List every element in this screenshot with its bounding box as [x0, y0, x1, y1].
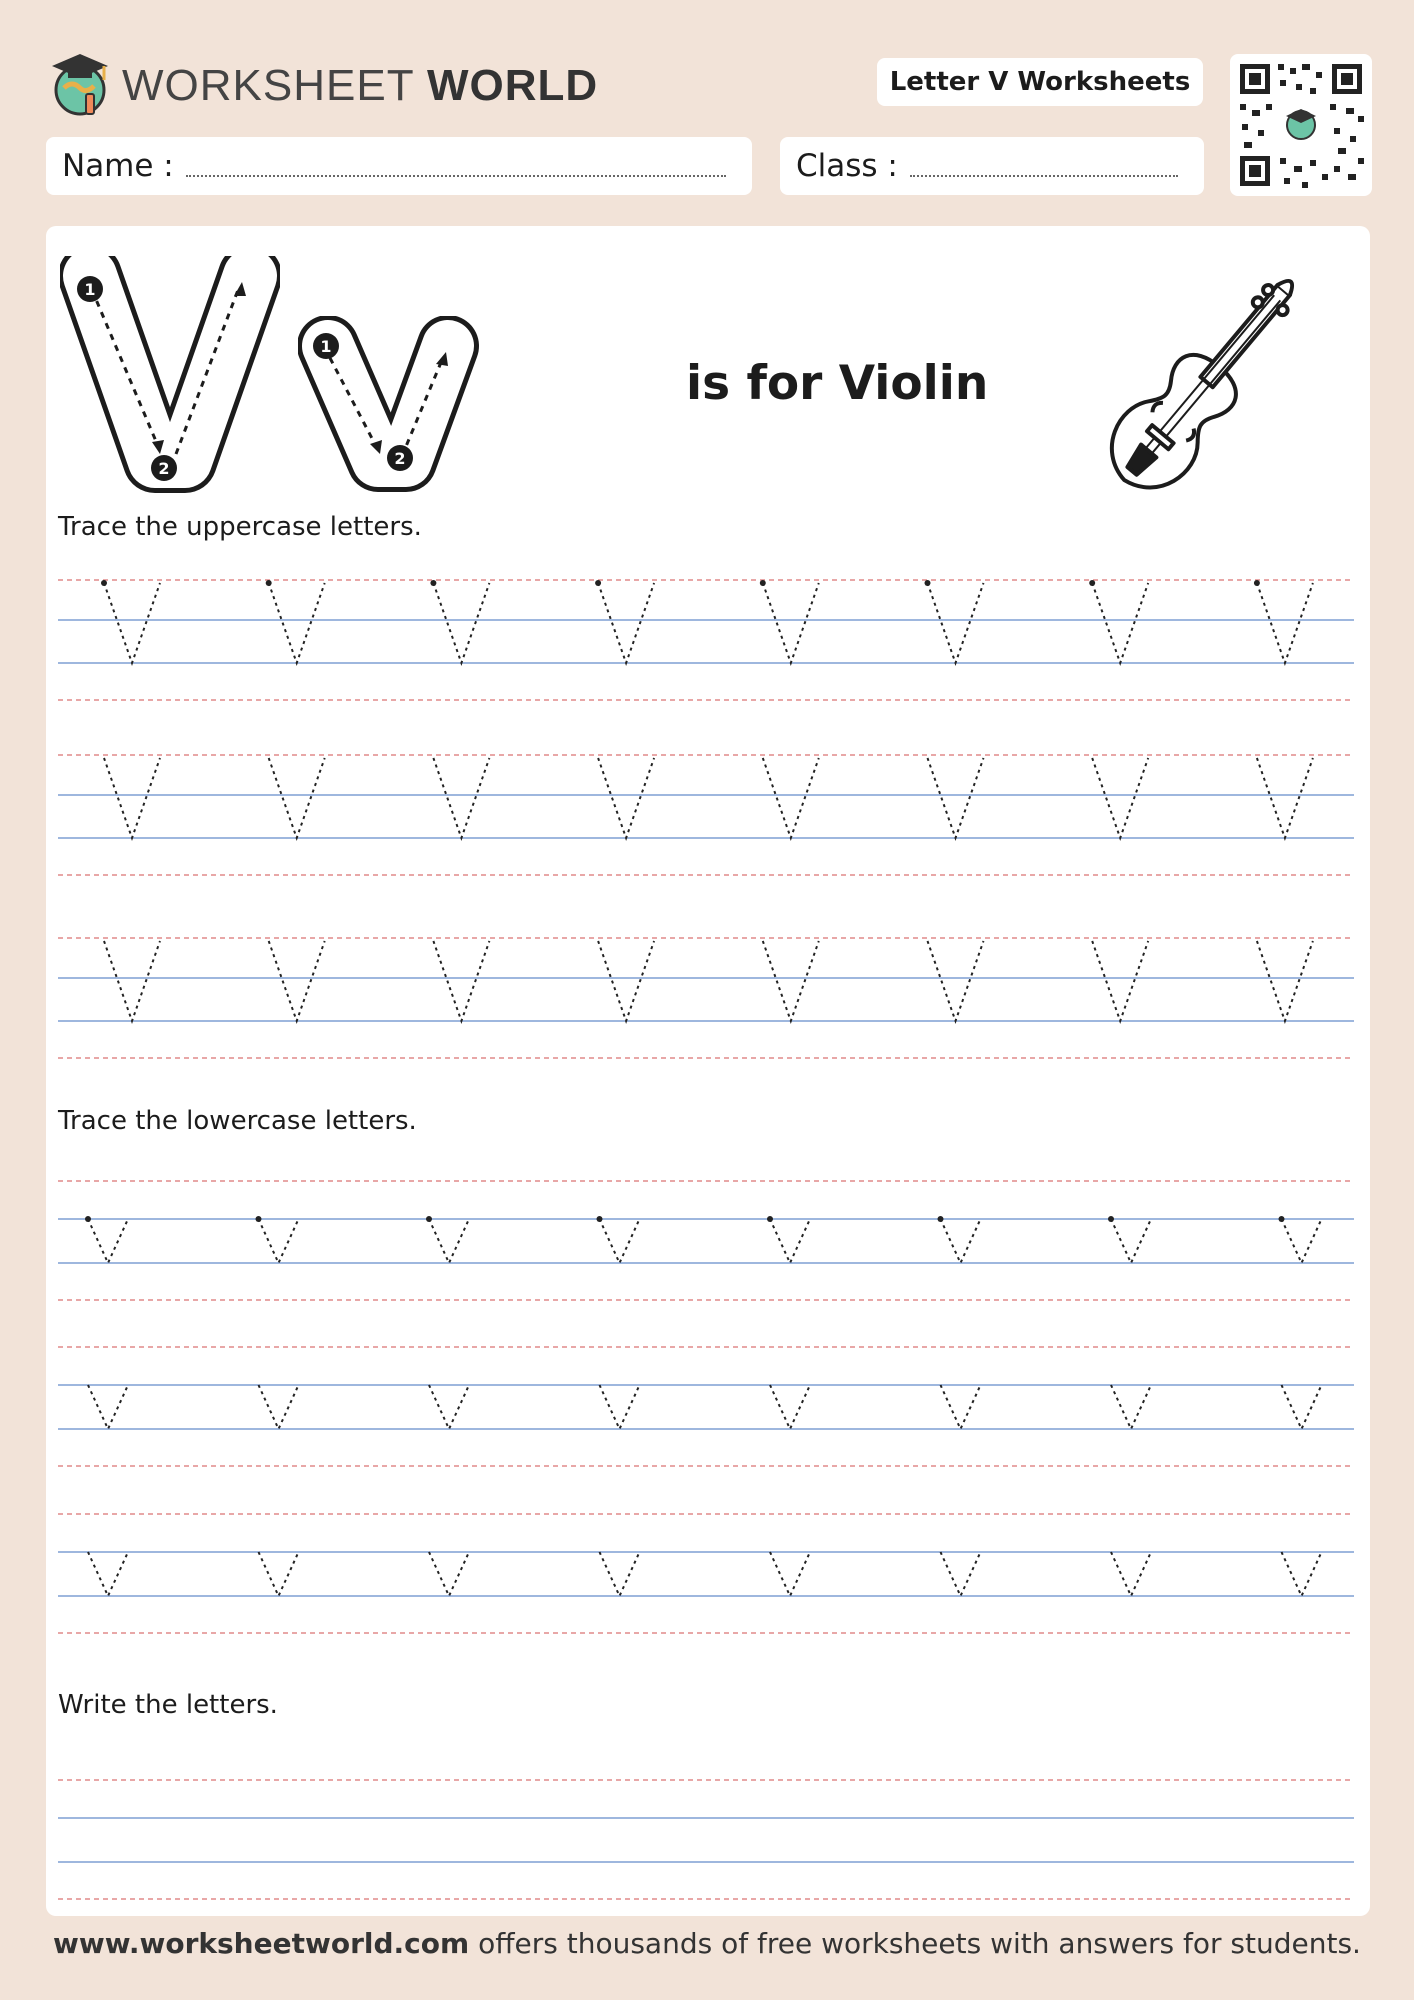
start-dot: [256, 1216, 262, 1222]
uppercase-trace-letter: [928, 758, 984, 838]
lowercase-trace-letter: [429, 1552, 469, 1596]
uppercase-instruction: Trace the uppercase letters.: [58, 512, 422, 542]
lowercase-trace-letter: [770, 1385, 810, 1429]
lowercase-trace-letter: [1282, 1385, 1322, 1429]
start-dot: [266, 580, 272, 586]
uppercase-trace-letter: [269, 941, 325, 1021]
uppercase-trace-letter: [1257, 941, 1313, 1021]
logo-text-light: WORKSHEET: [122, 61, 414, 110]
start-dot: [597, 1216, 603, 1222]
lowercase-trace-letter: [1282, 1219, 1322, 1263]
uppercase-trace-letter: [763, 583, 819, 663]
lowercase-trace-letter: [259, 1385, 299, 1429]
lowercase-trace-letter: [88, 1219, 128, 1263]
footer-site-link[interactable]: www.worksheetworld.com: [53, 1927, 470, 1960]
uppercase-trace-letter: [1092, 941, 1148, 1021]
lowercase-trace-letter: [770, 1552, 810, 1596]
lowercase-trace-letter: [259, 1219, 299, 1263]
start-dot: [1254, 580, 1260, 586]
uppercase-trace-letter: [269, 758, 325, 838]
start-dot: [85, 1216, 91, 1222]
uppercase-trace-letter: [1257, 758, 1313, 838]
lowercase-trace-letter: [600, 1552, 640, 1596]
lowercase-trace-letter: [1282, 1552, 1322, 1596]
lowercase-trace-letter: [941, 1219, 981, 1263]
uppercase-trace-letter: [598, 941, 654, 1021]
svg-text:2: 2: [158, 459, 170, 478]
uppercase-trace-letter: [433, 758, 489, 838]
svg-text:2: 2: [394, 449, 406, 468]
write-instruction: Write the letters.: [58, 1690, 278, 1720]
start-dot: [595, 580, 601, 586]
lowercase-trace-letter: [259, 1552, 299, 1596]
start-dot: [767, 1216, 773, 1222]
start-dot: [101, 580, 107, 586]
start-dot: [760, 580, 766, 586]
lowercase-instruction: Trace the lowercase letters.: [58, 1106, 417, 1136]
uppercase-trace-letter: [433, 941, 489, 1021]
start-dot: [1089, 580, 1095, 586]
start-dot: [1108, 1216, 1114, 1222]
lowercase-trace-letter: [1111, 1219, 1151, 1263]
svg-text:1: 1: [84, 280, 96, 299]
lowercase-trace-letter: [941, 1552, 981, 1596]
uppercase-trace-letter: [104, 758, 160, 838]
uppercase-trace-letter: [104, 941, 160, 1021]
lowercase-trace-letter: [429, 1219, 469, 1263]
lowercase-trace-letter: [600, 1385, 640, 1429]
lowercase-trace-letter: [88, 1552, 128, 1596]
footer-text: [0, 1927, 1414, 1960]
uppercase-trace-letter: [269, 583, 325, 663]
lowercase-trace-letter: [1111, 1385, 1151, 1429]
start-dot: [1279, 1216, 1285, 1222]
hero-heading: is for Violin: [686, 356, 989, 411]
start-dot: [426, 1216, 432, 1222]
lowercase-trace-letter: [941, 1385, 981, 1429]
uppercase-trace-letter: [598, 758, 654, 838]
uppercase-trace-letter: [598, 583, 654, 663]
lowercase-trace-letter: [1111, 1552, 1151, 1596]
uppercase-trace-letter: [763, 941, 819, 1021]
footer-message: offers thousands of free worksheets with answers for students.: [469, 1927, 1361, 1960]
uppercase-trace-letter: [1257, 583, 1313, 663]
class-label: Class :: [796, 148, 898, 184]
lowercase-trace-letter: [600, 1219, 640, 1263]
uppercase-trace-letter: [1092, 583, 1148, 663]
uppercase-trace-letter: [1092, 758, 1148, 838]
lowercase-trace-letter: [88, 1385, 128, 1429]
start-dot: [430, 580, 436, 586]
lowercase-trace-letter: [429, 1385, 469, 1429]
uppercase-trace-letter: [763, 758, 819, 838]
uppercase-trace-letter: [104, 583, 160, 663]
start-dot: [938, 1216, 944, 1222]
uppercase-trace-letter: [928, 583, 984, 663]
uppercase-trace-letter: [433, 583, 489, 663]
logo-text-bold: WORLD: [427, 61, 599, 110]
start-dot: [925, 580, 931, 586]
lowercase-trace-letter: [770, 1219, 810, 1263]
name-label: Name :: [62, 148, 174, 184]
uppercase-trace-letter: [928, 941, 984, 1021]
svg-text:1: 1: [320, 337, 332, 356]
worksheet-title: Letter V Worksheets: [877, 58, 1203, 106]
